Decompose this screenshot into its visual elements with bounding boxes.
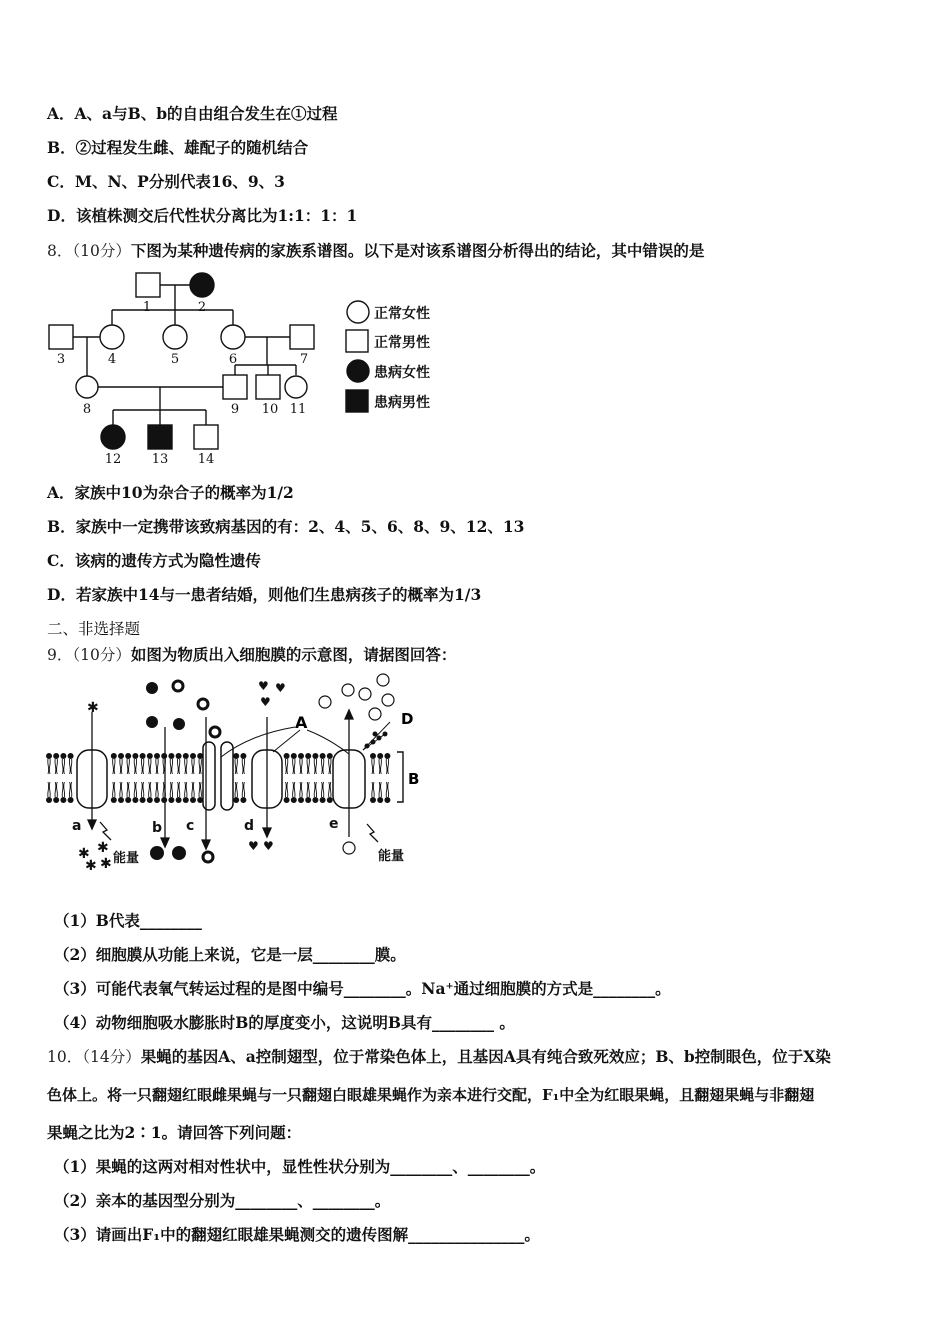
molecule-c-top-2 bbox=[198, 699, 208, 709]
pedigree-individual-9 bbox=[223, 375, 247, 399]
pedigree-individual-1 bbox=[136, 273, 160, 297]
legend-affected-male: 患病男性 bbox=[374, 395, 430, 411]
pedigree-individual-2 bbox=[190, 273, 214, 297]
molecule-c-top-3 bbox=[210, 727, 220, 737]
cell-membrane-diagram bbox=[45, 672, 425, 877]
lipid-head-outer bbox=[190, 753, 196, 774]
legend-normal-female-symbol bbox=[347, 301, 369, 323]
q10-stem-line-3: 果蝇之比为2∶1。请回答下列问题： bbox=[47, 1123, 302, 1142]
molecule-c-bottom bbox=[203, 852, 213, 862]
lipid-head-inner bbox=[46, 782, 52, 803]
lipid-head-outer bbox=[384, 753, 390, 774]
q9-sub-2: （2）细胞膜从功能上来说，它是一层________膜。 bbox=[54, 945, 406, 964]
molecule-b-top-3 bbox=[173, 718, 185, 730]
pedigree-individual-7 bbox=[290, 325, 314, 349]
legend-normal-female: 正常女性 bbox=[374, 306, 430, 322]
lipid-head-outer bbox=[118, 753, 124, 774]
pedigree-individual-8 bbox=[76, 376, 98, 398]
molecule-e-bottom bbox=[343, 842, 355, 854]
pedigree-individual-13 bbox=[148, 425, 172, 449]
molecule-e-top-5 bbox=[382, 694, 394, 706]
pedigree-label-13: 13 bbox=[151, 452, 169, 467]
lipid-head-outer bbox=[154, 753, 160, 774]
pedigree-individual-4 bbox=[100, 325, 124, 349]
pedigree-individual-6 bbox=[221, 325, 245, 349]
asterisk-icon: ✱ bbox=[87, 700, 99, 716]
lipid-head-outer bbox=[183, 753, 189, 774]
lipid-head-inner bbox=[140, 782, 146, 803]
lipid-head-outer bbox=[176, 753, 182, 774]
lightning-icon bbox=[100, 822, 111, 840]
lipid-head-inner bbox=[183, 782, 189, 803]
lipid-head-inner bbox=[240, 782, 246, 803]
lipid-head-inner bbox=[161, 782, 167, 803]
legend-normal-male-symbol bbox=[346, 330, 368, 352]
legend-normal-male: 正常男性 bbox=[374, 335, 430, 351]
lipid-head-inner bbox=[312, 782, 318, 803]
q8-stem bbox=[47, 239, 704, 261]
pedigree-label-5: 5 bbox=[170, 352, 180, 367]
pedigree-label-12: 12 bbox=[104, 452, 122, 467]
pedigree-label-4: 4 bbox=[107, 352, 117, 367]
label-d-transport: d bbox=[244, 818, 255, 834]
q7-option-d: D．该植株测交后代性状分离比为1:1：1：1 bbox=[47, 206, 358, 225]
lipid-head-inner bbox=[284, 782, 290, 803]
q10-sub-1: （1）果蝇的这两对相对性状中，显性性状分别为________、________。 bbox=[54, 1157, 546, 1176]
lipid-head-outer bbox=[312, 753, 318, 774]
q9-stem-text: 如图为物质出入细胞膜的示意图，请据图回答： bbox=[130, 645, 457, 664]
lipid-head-inner bbox=[132, 782, 138, 803]
lipid-head-inner bbox=[233, 782, 239, 803]
q10-sub-3: （3）请画出F₁中的翻翅红眼雄果蝇测交的遗传图解_______________。 bbox=[54, 1225, 540, 1244]
q9-sub-4: （4）动物细胞吸水膨胀时B的厚度变小，这说明B具有________ 。 bbox=[54, 1013, 515, 1032]
heart-icon: ♥ bbox=[260, 695, 271, 709]
lipid-head-outer bbox=[140, 753, 146, 774]
lipid-head-outer bbox=[233, 753, 239, 774]
molecule-e-top-1 bbox=[319, 696, 331, 708]
q7-option-b: B．②过程发生雌、雄配子的随机结合 bbox=[47, 138, 309, 157]
q8-option-a: A．家族中10为杂合子的概率为1/2 bbox=[47, 483, 294, 502]
legend-affected-male-symbol bbox=[346, 390, 368, 412]
lipid-head-inner bbox=[291, 782, 297, 803]
q10-stem-text-1: 果蝇的基因A、a控制翅型，位于常染色体上，且基因A具有纯合致死效应；B、b控制眼色，位于X染 bbox=[140, 1047, 831, 1066]
molecule-b-top-1 bbox=[146, 682, 158, 694]
molecule-c-top-1 bbox=[173, 681, 183, 691]
lipid-head-inner bbox=[60, 782, 66, 803]
heart-icon: ♥ bbox=[248, 839, 259, 853]
pedigree-label-8: 8 bbox=[82, 402, 92, 417]
pedigree-label-14: 14 bbox=[197, 452, 215, 467]
heart-icon: ♥ bbox=[275, 681, 286, 695]
lipid-head-outer bbox=[320, 753, 326, 774]
lipid-head-outer bbox=[377, 753, 383, 774]
lipid-head-inner bbox=[147, 782, 153, 803]
pedigree-label-7: 7 bbox=[299, 352, 309, 367]
pedigree-label-2: 2 bbox=[197, 300, 207, 315]
q9-number: 9． bbox=[47, 646, 73, 664]
pedigree-individual-12 bbox=[101, 425, 125, 449]
lipid-head-outer bbox=[168, 753, 174, 774]
q8-option-b: B．家族中一定携带该致病基因的有：2、4、5、6、8、9、12、13 bbox=[47, 517, 525, 536]
lipid-head-outer bbox=[147, 753, 153, 774]
lipid-head-outer bbox=[60, 753, 66, 774]
label-a-transport: a bbox=[72, 818, 82, 834]
q9-sub-1: （1）B代表________ bbox=[54, 911, 202, 930]
pedigree-individual-11 bbox=[285, 376, 307, 398]
asterisk-icon: ✱ bbox=[100, 856, 112, 872]
q8-option-c: C．该病的遗传方式为隐性遗传 bbox=[47, 551, 261, 570]
label-b-membrane: B bbox=[408, 770, 420, 788]
lipid-head-inner bbox=[190, 782, 196, 803]
legend-affected-female-symbol bbox=[347, 360, 369, 382]
lipid-head-outer bbox=[327, 753, 333, 774]
lipid-head-inner bbox=[320, 782, 326, 803]
label-c-transport: c bbox=[186, 818, 195, 834]
pedigree-label-1: 1 bbox=[142, 300, 152, 315]
lipid-head-outer bbox=[161, 753, 167, 774]
q9-sub-3: （3）可能代表氧气转运过程的是图中编号________。Na⁺通过细胞膜的方式是________。 bbox=[54, 979, 671, 998]
lipid-head-inner bbox=[176, 782, 182, 803]
pedigree-individual-5 bbox=[163, 325, 187, 349]
energy-label-right: 能量 bbox=[378, 849, 405, 864]
lipid-head-outer bbox=[111, 753, 117, 774]
lipid-head-inner bbox=[125, 782, 131, 803]
q8-score: （10分） bbox=[72, 242, 131, 260]
lipid-head-inner bbox=[384, 782, 390, 803]
label-a-protein: A bbox=[295, 713, 308, 732]
lipid-head-outer bbox=[53, 753, 59, 774]
q10-sub-2: （2）亲本的基因型分别为________、________。 bbox=[54, 1191, 391, 1210]
lipid-head-outer bbox=[370, 753, 376, 774]
molecule-b-top-2 bbox=[146, 716, 158, 728]
lipid-head-outer bbox=[132, 753, 138, 774]
q8-stem-text: 下图为某种遗传病的家族系谱图。以下是对该系谱图分析得出的结论，其中错误的是 bbox=[130, 241, 705, 260]
lipid-head-inner bbox=[118, 782, 124, 803]
lipid-head-inner bbox=[168, 782, 174, 803]
lipid-head-inner bbox=[111, 782, 117, 803]
energy-label-left: 能量 bbox=[113, 851, 140, 866]
label-e-transport: e bbox=[329, 816, 339, 832]
pedigree-individual-3 bbox=[49, 325, 73, 349]
lipid-head-outer bbox=[68, 753, 74, 774]
heart-icon: ♥ bbox=[258, 679, 269, 693]
molecule-b-bottom-2 bbox=[172, 846, 186, 860]
pedigree-chart bbox=[40, 265, 460, 470]
asterisk-icon: ✱ bbox=[78, 846, 90, 862]
channel-protein-c-left bbox=[203, 742, 215, 810]
legend-affected-female: 患病女性 bbox=[374, 365, 430, 381]
pedigree-individual-10 bbox=[256, 375, 280, 399]
lipid-head-inner bbox=[377, 782, 383, 803]
section-title: 二、非选择题 bbox=[47, 620, 141, 638]
asterisk-icon: ✱ bbox=[85, 858, 97, 874]
lipid-head-outer bbox=[305, 753, 311, 774]
pedigree-individual-14 bbox=[194, 425, 218, 449]
q10-number: 10． bbox=[47, 1048, 83, 1066]
lipid-head-inner bbox=[68, 782, 74, 803]
lipid-head-outer bbox=[46, 753, 52, 774]
lipid-head-inner bbox=[370, 782, 376, 803]
q8-number: 8． bbox=[47, 242, 73, 260]
heart-icon: ♥ bbox=[263, 839, 274, 853]
q10-stem-line-2: 色体上。将一只翻翅红眼雌果蝇与一只翻翅白眼雄果蝇作为亲本进行交配，F₁中全为红眼果蝇，且翻翅果蝇与非翻翅 bbox=[47, 1086, 815, 1104]
lipid-head-outer bbox=[284, 753, 290, 774]
lipid-head-inner bbox=[327, 782, 333, 803]
pedigree-label-9: 9 bbox=[230, 402, 240, 417]
lipid-head-outer bbox=[298, 753, 304, 774]
q7-option-a: A．A、a与B、b的自由组合发生在①过程 bbox=[47, 104, 338, 123]
pedigree-label-10: 10 bbox=[261, 402, 279, 417]
molecule-e-top-4 bbox=[377, 674, 389, 686]
q8-option-d: D．若家族中14与一患者结婚，则他们生患病孩子的概率为1/3 bbox=[47, 585, 482, 604]
lightning-icon bbox=[367, 824, 378, 842]
lipid-head-outer bbox=[291, 753, 297, 774]
pedigree-label-11: 11 bbox=[289, 402, 307, 417]
molecule-e-top-2 bbox=[342, 684, 354, 696]
q10-score: （14分） bbox=[82, 1048, 141, 1066]
lipid-head-inner bbox=[305, 782, 311, 803]
lipid-head-inner bbox=[298, 782, 304, 803]
pedigree-label-3: 3 bbox=[56, 352, 66, 367]
lipid-head-inner bbox=[53, 782, 59, 803]
q10-stem-line-1 bbox=[47, 1045, 831, 1067]
q9-score: （10分） bbox=[72, 646, 131, 664]
pedigree-label-6: 6 bbox=[228, 352, 238, 367]
molecule-b-bottom-1 bbox=[150, 846, 164, 860]
asterisk-icon: ✱ bbox=[97, 840, 109, 856]
q7-option-c: C．M、N、P分别代表16、9、3 bbox=[47, 172, 285, 191]
molecule-e-top-3 bbox=[359, 688, 371, 700]
label-b-transport: b bbox=[152, 820, 163, 836]
lipid-head-outer bbox=[125, 753, 131, 774]
label-d-glycoprotein: D bbox=[401, 710, 414, 728]
lipid-head-inner bbox=[154, 782, 160, 803]
q9-stem bbox=[47, 643, 456, 665]
lipid-head-outer bbox=[240, 753, 246, 774]
molecule-e-top-6 bbox=[369, 708, 381, 720]
